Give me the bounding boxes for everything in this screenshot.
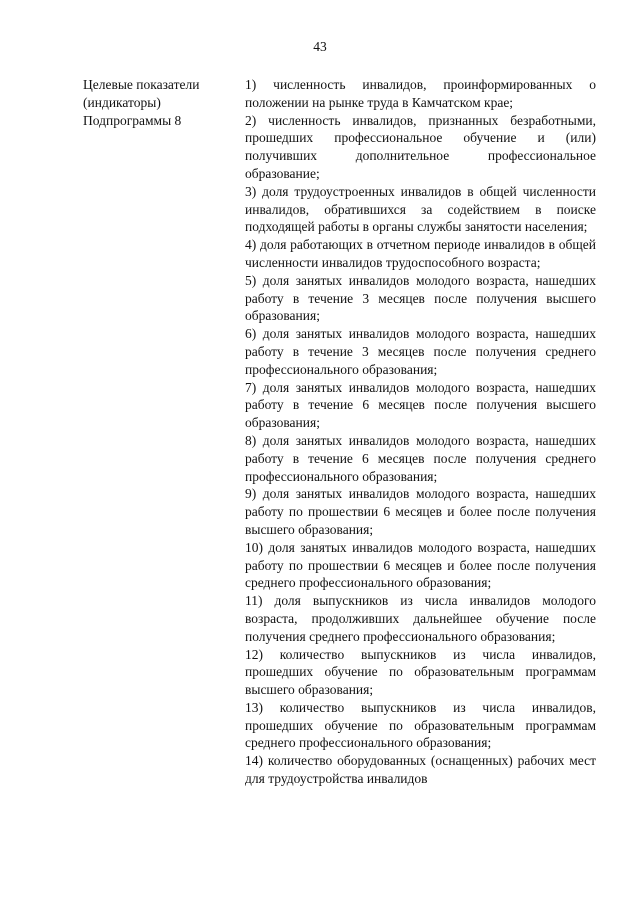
indicator-item: 8) доля занятых инвалидов молодого возраста, нашедших работу в течение 6 месяцев после получения среднего профессионального образования; <box>245 432 596 484</box>
indicator-item: 2) численность инвалидов, признанных безработными, прошедших профессиональное обучение и (или) получивших дополнительное профессиональное образование; <box>245 112 596 181</box>
indicator-item: 13) количество выпускников из числа инвалидов, прошедших обучение по образовательным программам среднего профессионального образования; <box>245 699 596 751</box>
indicator-item: 5) доля занятых инвалидов молодого возраста, нашедших работу в течение 3 месяцев после получения высшего образования; <box>245 272 596 324</box>
indicator-list <box>245 76 596 788</box>
indicator-item: 14) количество оборудованных (оснащенных) рабочих мест для трудоустройства инвалидов <box>245 753 596 787</box>
label-line: (индикаторы) <box>83 94 161 110</box>
indicator-item: 1) численность инвалидов, проинформированных о положении на рынке труда в Камчатском крае; <box>245 77 596 110</box>
indicator-item: 3) доля трудоустроенных инвалидов в общей численности инвалидов, обратившихся за содействием в поиске подходящей работы в органы службы занятости населения; <box>245 183 596 235</box>
indicator-item: 6) доля занятых инвалидов молодого возраста, нашедших работу в течение 3 месяцев после получения среднего профессионального образования; <box>245 326 596 377</box>
label-line: Подпрограммы 8 <box>83 112 182 128</box>
label-line: Целевые показатели <box>83 77 200 92</box>
indicator-item: 12) количество выпускников из числа инвалидов, прошедших обучение по образовательным программам высшего образования; <box>245 646 596 698</box>
indicator-item: 11) доля выпускников из числа инвалидов молодого возраста, продолживших дальнейшее обучение после получения среднего профессионального образования; <box>245 593 596 644</box>
indicator-item: 7) доля занятых инвалидов молодого возраста, нашедших работу в течение 6 месяцев после получения высшего образования; <box>245 379 596 431</box>
indicator-item: 10) доля занятых инвалидов молодого возраста, нашедших работу по прошествии 6 месяцев и более после получения среднего профессионального образования; <box>245 539 596 591</box>
indicator-item: 9) доля занятых инвалидов молодого возраста, нашедших работу по прошествии 6 месяцев и более после получения высшего образования; <box>245 486 596 537</box>
indicator-label <box>83 76 233 129</box>
page-number: 43 <box>313 39 327 54</box>
indicator-item: 4) доля работающих в отчетном периоде инвалидов в общей численности инвалидов трудоспособного возраста; <box>245 237 596 270</box>
